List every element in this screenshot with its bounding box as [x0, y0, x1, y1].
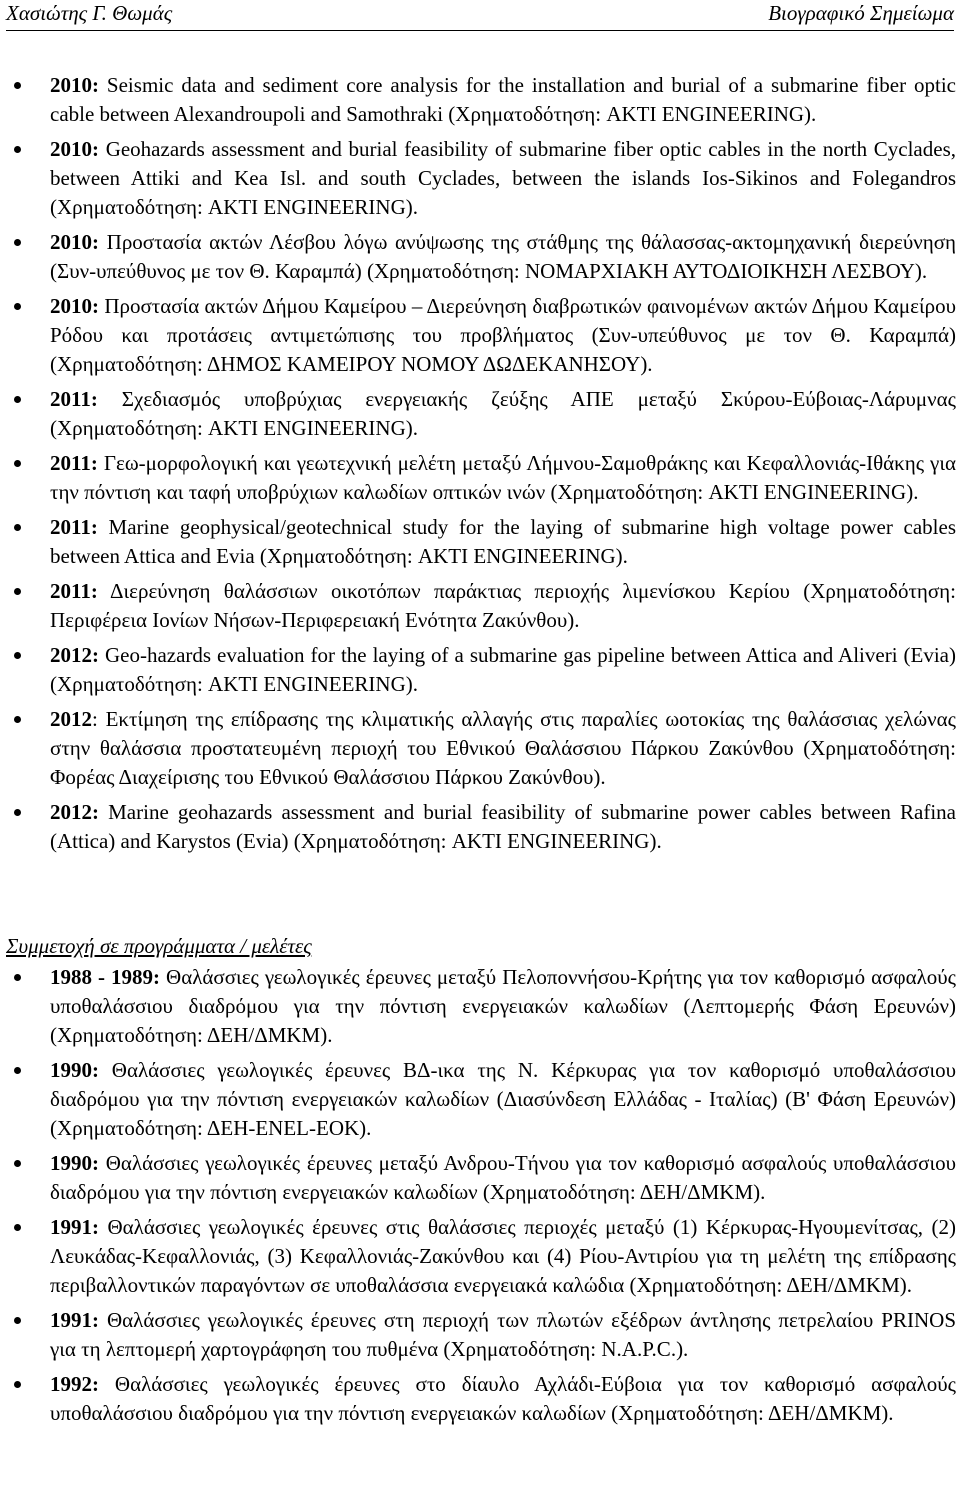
item-text: Θαλάσσιες γεωλογικές έρευνες στο δίαυλο Αχλάδι-Εύβοια για τον καθορισμό ασφαλούς υποθαλάσσιου διαδρόμου για την πόντιση ενεργειακών καλωδίων (Χρηματοδότηση: ΔΕΗ/ΔΜΚΜ). [50, 1372, 956, 1425]
item-text: Seismic data and sediment core analysis for the installation and burial of a submarine fiber optic cable between Alexandroupoli and Samothraki (Χρηματοδότηση: AKTI ENGINEERING). [50, 73, 956, 126]
item-text: Θαλάσσιες γεωλογικές έρευνες στη περιοχή των πλωτών εξέδρων άντλησης πετρελαίου PRINOS για τη λεπτομερή χαρτογράφηση του πυθμένα (Χρηματοδότηση: N.A.P.C.). [50, 1308, 956, 1361]
list-item [0, 798, 960, 856]
item-text: Geohazards assessment and burial feasibility of submarine fiber optic cables in the north Cyclades, between Attiki and Kea Isl. and south Cyclades, between the islands Ios-Sikinos and Folegandros (Χρηματοδότηση: AKTI ENGINEERING). [50, 137, 956, 219]
list-item [0, 228, 960, 286]
item-text: Διερεύνηση θαλάσσιων οικοτόπων παράκτιας περιοχής λιμενίσκου Κερίου (Χρηματοδότηση: Περιφέρεια Ιονίων Νήσων-Περιφερειακή Ενότητα Ζακύνθου). [50, 579, 956, 632]
list-item [0, 513, 960, 571]
bullet-icon [14, 716, 21, 723]
document-title: Βιογραφικό Σημείωμα [768, 1, 954, 25]
item-text: Marine geohazards assessment and burial feasibility of submarine power cables between Rafina (Attica) and Karystos (Evia) (Χρηματοδότηση: AKTI ENGINEERING). [50, 800, 956, 853]
item-year: 2010: [50, 294, 99, 318]
list-item [0, 135, 960, 222]
list-item [0, 1306, 960, 1364]
bullet-icon [14, 1381, 21, 1388]
bullet-icon [14, 1224, 21, 1231]
list-item [0, 449, 960, 507]
bullet-icon [14, 809, 21, 816]
bullet-icon [14, 1160, 21, 1167]
list-item [0, 71, 960, 129]
item-text: Θαλάσσιες γεωλογικές έρευνες μεταξύ Πελοποννήσου-Κρήτης για τον καθορισμό ασφαλούς υποθαλάσσιου διαδρόμου για την πόντιση ενεργειακών καλωδίων (Λεπτομερής Φάση Ερευνών) (Χρηματοδότηση: ΔΕΗ/ΔΜΚΜ). [50, 965, 956, 1047]
bullet-icon [14, 460, 21, 467]
list-item [0, 641, 960, 699]
item-year: 2012: [50, 643, 99, 667]
item-year: 2010: [50, 73, 99, 97]
list-item [0, 705, 960, 792]
projects-list [0, 71, 960, 862]
item-year: 1991: [50, 1308, 99, 1332]
list-item [0, 1149, 960, 1207]
item-year: 1988 - 1989: [50, 965, 161, 989]
bullet-icon [14, 82, 21, 89]
programs-list [0, 963, 960, 1434]
item-text: Γεω-μορφολογική και γεωτεχνική μελέτη μεταξύ Λήμνου-Σαμοθράκης και Κεφαλλονιάς-Ιθάκης για την πόντιση και ταφή υποβρύχιων καλωδίων οπτικών ινών (Χρηματοδότηση: AKTI ENGINEERING). [50, 451, 956, 504]
list-item [0, 292, 960, 379]
item-year: 1991: [50, 1215, 99, 1239]
item-year: 2010: [50, 230, 99, 254]
bullet-icon [14, 396, 21, 403]
item-year: 2011: [50, 387, 98, 411]
item-text: Προστασία ακτών Λέσβου λόγω ανύψωσης της στάθμης της θάλασσας-ακτομηχανική διερεύνηση (Συν-υπεύθυνος με τον Θ. Καραμπά) (Χρηματοδότηση: ΝΟΜΑΡΧΙΑΚΗ ΑΥΤΟΔΙΟΙΚΗΣΗ ΛΕΣΒΟΥ). [50, 230, 956, 283]
bullet-icon [14, 146, 21, 153]
bullet-icon [14, 652, 21, 659]
list-item [0, 963, 960, 1050]
item-text: Θαλάσσιες γεωλογικές έρευνες στις θαλάσσιες περιοχές μεταξύ (1) Κέρκυρας-Ηγουμενίτσας, (2) Λευκάδας-Κεφαλλονιάς, (3) Κεφαλλονιάς-Ζακύνθου και (4) Ρίου-Αντιρίου για τη μελέτη της επίδρασης περιβαλλοντικών παραγόντων σε υποθαλάσσια ενεργειακά καλώδια (Χρηματοδότηση: ΔΕΗ/ΔΜΚΜ). [50, 1215, 956, 1297]
item-text: Θαλάσσιες γεωλογικές έρευνες ΒΔ-ικα της Ν. Κέρκυρας για τον καθορισμό υποθαλάσσιου διαδρόμου για την πόντιση ενεργειακών καλωδίων (Διασύνδεση Ελλάδας - Ιταλίας) (Β' Φάση Ερευνών) (Χρηματοδότηση: ΔΕΗ-ENEL-ΕΟΚ). [50, 1058, 956, 1140]
item-text: : Εκτίμηση της επίδρασης της κλιματικής αλλαγής στις παραλίες ωοτοκίας της θαλάσσιας χελώνας στην θαλάσσια προστατευμένη περιοχή του Εθνικού Θαλάσσιου Πάρκου Ζακύνθου (Χρηματοδότηση: Φορέας Διαχείρισης του Εθνικού Θαλάσσιου Πάρκου Ζακύνθου). [50, 707, 956, 789]
item-year: 2010: [50, 137, 99, 161]
item-year: 1990: [50, 1151, 99, 1175]
bullet-icon [14, 1317, 21, 1324]
item-year: 2011: [50, 451, 98, 475]
author-name: Χασιώτης Γ. Θωμάς [6, 1, 173, 25]
section-title: Συμμετοχή σε προγράμματα / μελέτες [6, 934, 312, 958]
list-item [0, 1056, 960, 1143]
bullet-icon [14, 588, 21, 595]
bullet-icon [14, 1067, 21, 1074]
item-text: Προστασία ακτών Δήμου Καμείρου – Διερεύνηση διαβρωτικών φαινομένων ακτών Δήμου Καμείρου Ρόδου και προτάσεις αντιμετώπισης του προβλήματος (Συν-υπεύθυνος με τον Θ. Καραμπά) (Χρηματοδότηση: ΔΗΜΟΣ ΚΑΜΕΙΡΟΥ ΝΟΜΟΥ ΔΩΔΕΚΑΝΗΣΟΥ). [50, 294, 956, 376]
item-text: Geo-hazards evaluation for the laying of a submarine gas pipeline between Attica and Aliveri (Evia) (Χρηματοδότηση: AKTI ENGINEERING). [50, 643, 956, 696]
item-year: 2011: [50, 579, 98, 603]
list-item [0, 577, 960, 635]
list-item [0, 1370, 960, 1428]
item-year: 2011: [50, 515, 98, 539]
bullet-icon [14, 303, 21, 310]
item-year: 1992: [50, 1372, 99, 1396]
item-text: Σχεδιασμός υποβρύχιας ενεργειακής ζεύξης ΑΠΕ μεταξύ Σκύρου-Εύβοιας-Λάρυμνας (Χρηματοδότηση: AKTI ENGINEERING). [50, 387, 956, 440]
list-item [0, 385, 960, 443]
item-text: Marine geophysical/geotechnical study for the laying of submarine high voltage power cables between Attica and Evia (Χρηματοδότηση: AKTI ENGINEERING). [50, 515, 956, 568]
item-text: Θαλάσσιες γεωλογικές έρευνες μεταξύ Ανδρου-Τήνου για τον καθορισμό ασφαλούς υποθαλάσσιου διαδρόμου για την πόντιση ενεργειακών καλωδίων (Χρηματοδότηση: ΔΕΗ/ΔΜΚΜ). [50, 1151, 956, 1204]
bullet-icon [14, 239, 21, 246]
item-year: 2012 [50, 707, 92, 731]
bullet-icon [14, 974, 21, 981]
item-year: 2012: [50, 800, 99, 824]
list-item [0, 1213, 960, 1300]
page-header [6, 0, 954, 31]
item-year: 1990: [50, 1058, 99, 1082]
bullet-icon [14, 524, 21, 531]
